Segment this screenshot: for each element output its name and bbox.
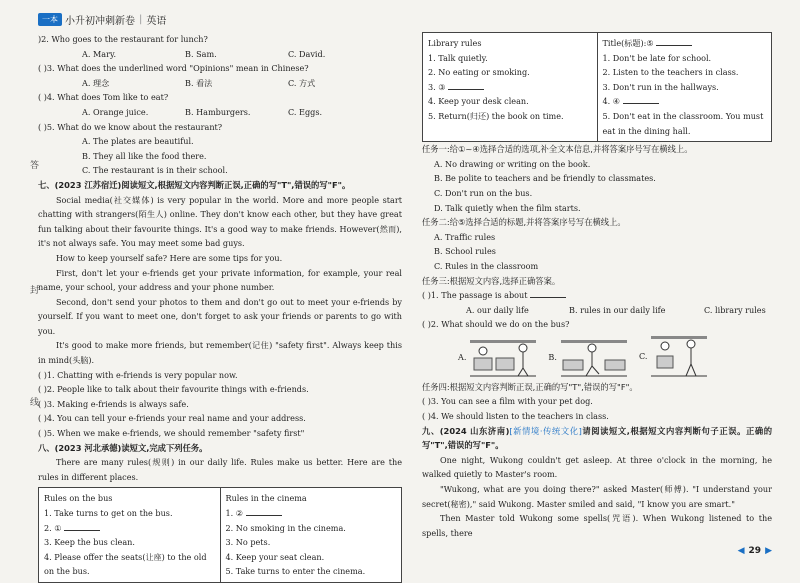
- series-logo: 一本: [38, 13, 62, 26]
- answer-blank[interactable]: [246, 507, 282, 516]
- rules-table-right: [422, 32, 772, 142]
- task-2-option-c: C. Rules in the classroom: [434, 260, 539, 271]
- binding-mark-3: 线: [30, 398, 40, 408]
- section-8-intro: There are many rules(规则) in our daily life. Rules make us better. Here are the rules in different places.: [38, 457, 402, 482]
- offer-seat-scene-icon: [649, 334, 709, 378]
- section-9-para-3: Then Master told Wukong some spells(咒语). When Wukong listened to the spells, there: [422, 513, 772, 538]
- prev-page-icon[interactable]: ◀: [737, 546, 745, 556]
- subject-label: 英语: [146, 16, 167, 27]
- section-7-para-3: First, don't let your e-friends get your private information, for example, your real name, your school, your address and your phone number.: [38, 267, 402, 293]
- picture-option-c: C.: [639, 334, 709, 378]
- page-number: 29: [748, 546, 762, 556]
- library-rules-cell: Library rules 1. Talk quietly. 2. No eating or smoking. 3. ③ 4. Keep your desk clean. 5. Return(归还) the book on time.: [428, 38, 564, 121]
- section-9-para-1: One night, Wukong couldn't get asleep. At three o'clock in the morning, he walked quietly to Master's room.: [422, 454, 772, 480]
- section-7-title: 七、(2023 江苏宿迁)阅读短文,根据短文内容判断正误,正确的写"T",错误的写"F"。: [38, 179, 351, 190]
- task-4-item-4: ( )4. We should listen to the teachers in class.: [422, 411, 609, 422]
- section-7-item-5: ( )5. When we make e-friends, we should remember "safety first": [38, 428, 305, 439]
- question-5: ( )5. What do we know about the restaurant?: [38, 121, 223, 132]
- answer-blank[interactable]: [64, 522, 100, 531]
- section-7-para-2: How to keep yourself safe? Here are some tips for you.: [56, 252, 283, 263]
- section-7-item-1: ( )1. Chatting with e-friends is very popular now.: [38, 369, 238, 380]
- title-rules-cell: Title(标题):⑤ 1. Don't be late for school. 2. Listen to the teachers in class. 3. Don't run in the hallways. 4. ④ 5. Don't eat in the classroom. You must eat in the dining hall.: [597, 33, 772, 141]
- section-9-tag: [新情境·传统文化]: [509, 425, 582, 436]
- section-7-item-4: ( )4. You can tell your e-friends your real name and your address.: [38, 413, 306, 424]
- task-1-option-a: A. No drawing or writing on the book.: [434, 158, 591, 169]
- question-3: ( )3. What does the underlined word "Opinions" mean in Chinese?: [38, 63, 309, 74]
- rules-table-left: [38, 487, 402, 583]
- answer-blank[interactable]: [656, 37, 692, 46]
- task-3-title: 任务三:根据短文内容,选择正确答案。: [422, 275, 561, 286]
- question-2-options: A. Mary. B. Sam. C. David.: [82, 48, 326, 59]
- cinema-rules-cell: Rules in the cinema 1. ② 2. No smoking in the cinema. 3. No pets. 4. Keep your seat clean. 5. Take turns to enter the cinema.: [220, 488, 402, 582]
- section-7-item-2: ( )2. People like to talk about their favourite things with e-friends.: [38, 384, 309, 395]
- picture-option-a: A.: [458, 336, 538, 378]
- question-2: )2. Who goes to the restaurant for lunch?: [38, 34, 208, 44]
- series-title: 小升初冲刺新卷: [65, 16, 135, 27]
- task-4-title: 任务四:根据短文内容判断正误,正确的写"T",错误的写"F"。: [422, 381, 638, 392]
- section-7-item-3: ( )3. Making e-friends is always safe.: [38, 398, 189, 409]
- page-header: 一本 小升初冲刺新卷 | 英语: [38, 12, 166, 27]
- next-page-icon[interactable]: ▶: [765, 546, 772, 556]
- question-5-option-b: B. They all like the food there.: [82, 150, 207, 161]
- task-2-option-b: B. School rules: [434, 246, 496, 257]
- section-8-title: 八、(2023 河北承德)读短文,完成下列任务。: [38, 442, 208, 453]
- bus-seat-scene-icon: [468, 336, 538, 378]
- task-2-option-a: A. Traffic rules: [434, 231, 496, 242]
- bus-rules-cell: Rules on the bus 1. Take turns to get on the bus. 2. ① 3. Keep the bus clean. 4. Please offer the seats(让座) to the old on the bus.: [44, 493, 207, 577]
- left-column: [38, 32, 402, 583]
- question-5-option-a: A. The plates are beautiful.: [82, 136, 194, 147]
- task-4-item-3: ( )3. You can see a film with your pet dog.: [422, 396, 593, 407]
- task-2-title: 任务二:给⑤选择合适的标题,并将答案序号写在横线上。: [422, 217, 626, 228]
- section-9-para-2: "Wukong, what are you doing there?" asked Master(师傅). "I understand your secret(秘密)," said Wukong. Master smiled and said, "I know you are smart.": [422, 484, 772, 509]
- page-footer: [738, 546, 772, 556]
- section-7-para-5: It's good to make more friends, but remember(记住) "safety first". Always keep this in mind(头脑).: [38, 340, 402, 366]
- task-1-title: 任务一:给①~④选择合适的选项,补全文本信息,并将答案序号写在横线上。: [422, 144, 693, 155]
- task-3-question-1: ( )1. The passage is about: [422, 288, 772, 303]
- binding-mark-1: 答: [30, 161, 40, 171]
- question-4-options: A. Orange juice. B. Hamburgers. C. Eggs.: [82, 106, 323, 117]
- task-1-option-c: C. Don't run on the bus.: [434, 187, 533, 198]
- binding-mark-2: 封: [30, 286, 40, 296]
- answer-blank[interactable]: [448, 81, 484, 90]
- task-3-question-1-options: A. our daily life B. rules in our daily life C. library rules: [466, 304, 766, 315]
- section-7-para-4: Second, don't send your photos to them and don't go out to meet your e-friends by yourself. If you want to meet one, don't forget to ask your friends or parents to go with you.: [38, 296, 402, 336]
- task-3-question-2: ( )2. What should we do on the bus?: [422, 319, 570, 330]
- bus-pictures: [422, 334, 772, 378]
- question-5-option-c: C. The restaurant is in their school.: [82, 165, 228, 176]
- question-3-options: A. 理念 B. 看法 C. 方式: [82, 77, 316, 88]
- task-1-option-b: B. Be polite to teachers and be friendly to classmates.: [434, 173, 656, 184]
- answer-blank[interactable]: [623, 95, 659, 104]
- task-1-option-d: D. Talk quietly when the film starts.: [434, 202, 581, 213]
- section-9-title: 九、(2024 山东济南)[新情境·传统文化]请阅读短文,根据短文内容判断句子正误。正确的写"T",错误的写"F"。: [422, 425, 772, 451]
- right-column: [422, 32, 772, 540]
- bus-running-scene-icon: [559, 336, 629, 378]
- answer-blank[interactable]: [530, 289, 566, 298]
- question-4: ( )4. What does Tom like to eat?: [38, 92, 169, 103]
- section-7-para-1: Social media(社交媒体) is very popular in the world. More and more people start chatting with strangers(陌生人) online. They don't know each other, but they have great fun talking about their favourite things. It's a good way to make friends. However(然而), it's not always safe. You may meet some bad guys.: [38, 194, 402, 249]
- picture-option-b: B.: [548, 336, 629, 378]
